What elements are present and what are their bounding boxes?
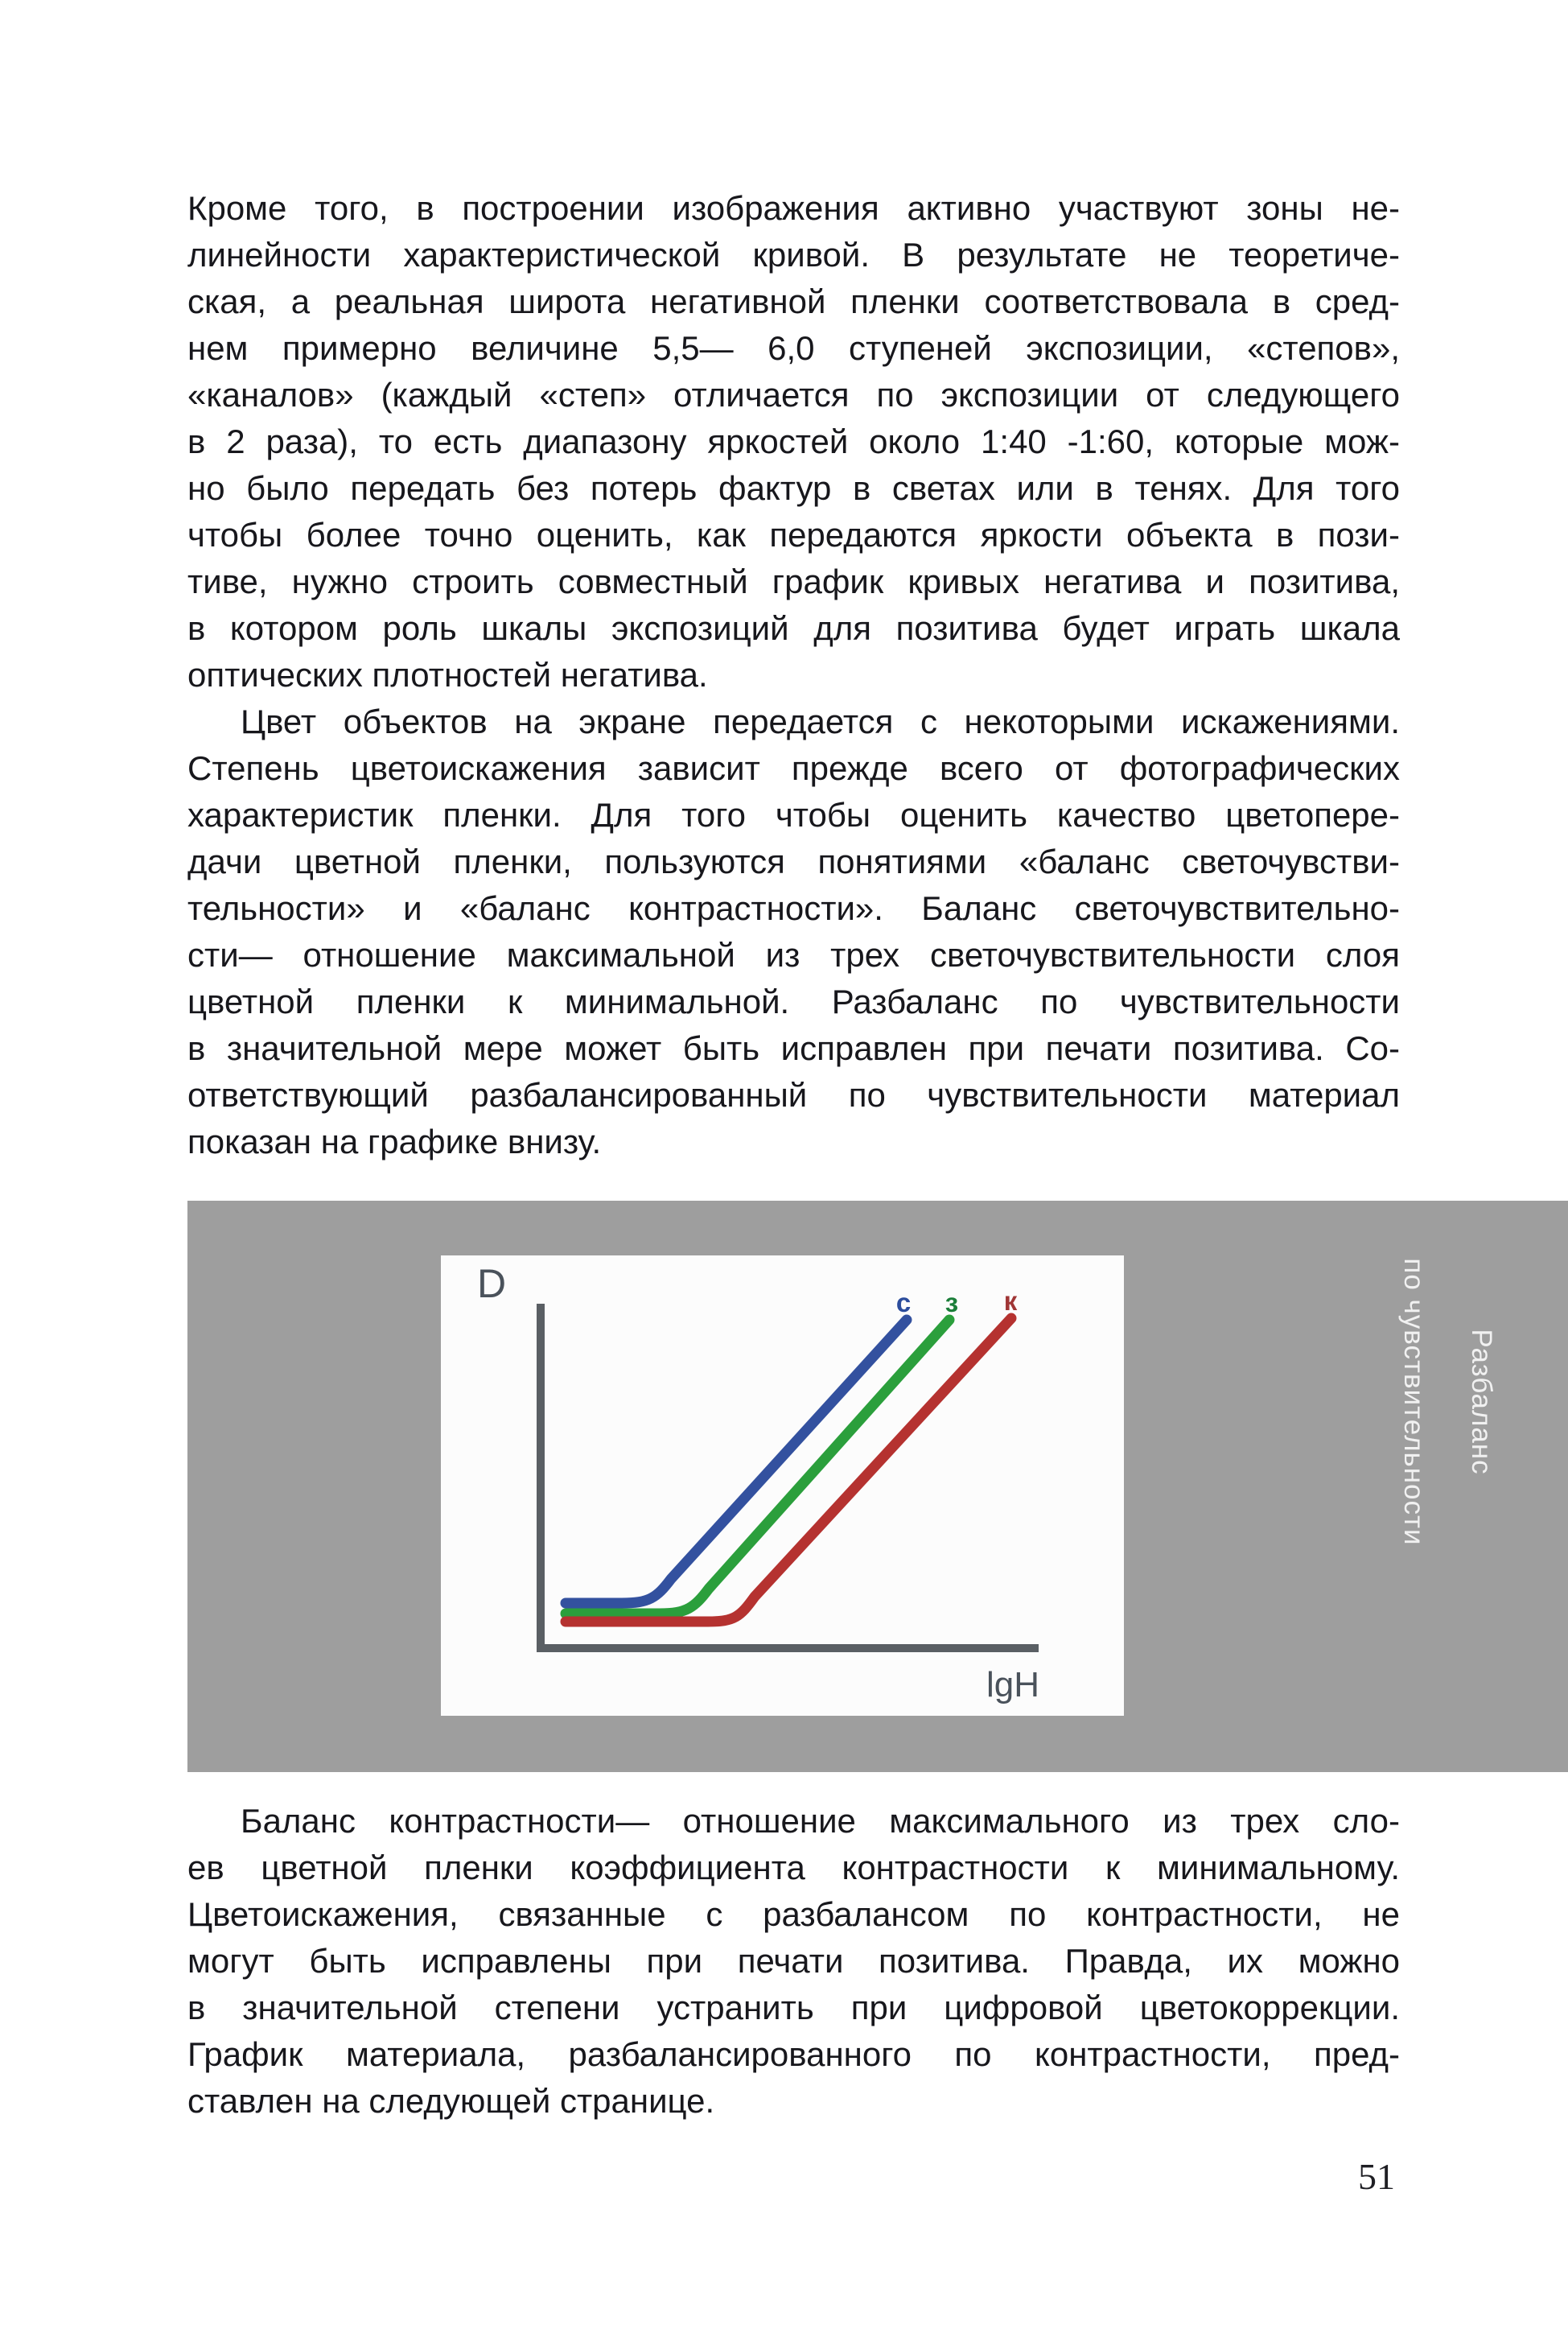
text-line: в значительной степени устранить при цифровой цветокоррекции.	[187, 1989, 1400, 2026]
text-line: нем примерно величине 5,5— 6,0 ступеней экспозиции, «степов»,	[187, 329, 1400, 367]
text-line: в котором роль шкалы экспозиций для позитива будет играть шкала	[187, 609, 1400, 647]
x-axis-label: lgH	[986, 1665, 1039, 1704]
text-line: дачи цветной пленки, пользуются понятиями «баланс светочувстви-	[187, 843, 1400, 880]
text-line: в значительной мере может быть исправлен при печати позитива. Со-	[187, 1029, 1400, 1067]
characteristic-curves-chart	[441, 1255, 1124, 1716]
text-line: Кроме того, в построении изображения активно участвуют зоны не-	[187, 189, 1400, 227]
sidebar-caption-line1: Разбаланс	[1466, 1329, 1497, 1475]
paragraph-3	[187, 1798, 1400, 2125]
curve-label-z: з	[945, 1288, 959, 1317]
text-line: тельности» и «баланс контрастности». Баланс светочувствительно-	[187, 889, 1400, 927]
text-line: чтобы более точно оценить, как передаются яркости объекта в пози-	[187, 516, 1400, 554]
text-line: показан на графике внизу.	[187, 1123, 602, 1160]
paragraph-1	[187, 185, 1400, 699]
text-line: характеристик пленки. Для того чтобы оценить качество цветопере-	[187, 796, 1400, 834]
text-line: тиве, нужно строить совместный график кривых негатива и позитива,	[187, 563, 1400, 600]
text-line: «каналов» (каждый «степ» отличается по экспозиции от следующего	[187, 376, 1400, 414]
text-line: ответствующий разбалансированный по чувствительности материал	[187, 1076, 1400, 1114]
text-line: линейности характеристической кривой. В результате не теоретиче-	[187, 236, 1400, 274]
paragraph-2	[187, 699, 1400, 1165]
text-line: оптических плотностей негатива.	[187, 656, 708, 694]
text-line: в 2 раза), то есть диапазону яркостей около 1:40 -1:60, которые мож-	[187, 423, 1400, 460]
sidebar-caption-line2: по чувствительности	[1398, 1258, 1430, 1546]
figure-band	[187, 1201, 1568, 1772]
text-line: цветной пленки к минимальной. Разбаланс по чувствительности	[187, 983, 1400, 1020]
text-line: ставлен на следующей странице.	[187, 2082, 715, 2120]
text-line: Степень цветоискажения зависит прежде всего от фотографических	[187, 749, 1400, 787]
body-text-top	[187, 185, 1400, 1165]
curve-label-s: с	[895, 1288, 912, 1317]
page-number: 51	[1358, 2156, 1395, 2197]
text-line: Цветоискажения, связанные с разбалансом по контрастности, не	[187, 1895, 1400, 1933]
y-axis-label: D	[477, 1261, 507, 1306]
text-line: могут быть исправлены при печати позитива. Правда, их можно	[187, 1942, 1400, 1980]
curve-red-k	[566, 1318, 1011, 1622]
sidebar-caption	[1373, 1120, 1515, 1684]
text-line: сти— отношение максимальной из трех светочувствительности слоя	[187, 936, 1400, 974]
text-line: Баланс контрастности— отношение максимального из трех сло-	[241, 1802, 1400, 1840]
text-line: но было передать без потерь фактур в светах или в тенях. Для того	[187, 469, 1400, 507]
text-line: ев цветной пленки коэффициента контрастности к минимальному.	[187, 1849, 1400, 1886]
curve-green-z	[566, 1320, 949, 1614]
body-text-bottom	[187, 1798, 1400, 2125]
text-line: Цвет объектов на экране передается с некоторыми искажениями.	[241, 703, 1400, 740]
text-line: График материала, разбалансированного по контрастности, пред-	[187, 2035, 1400, 2073]
text-line: ская, а реальная широта негативной пленки соответствовала в сред-	[187, 282, 1400, 320]
curve-label-k: к	[1003, 1286, 1018, 1316]
chart-panel	[441, 1255, 1124, 1716]
